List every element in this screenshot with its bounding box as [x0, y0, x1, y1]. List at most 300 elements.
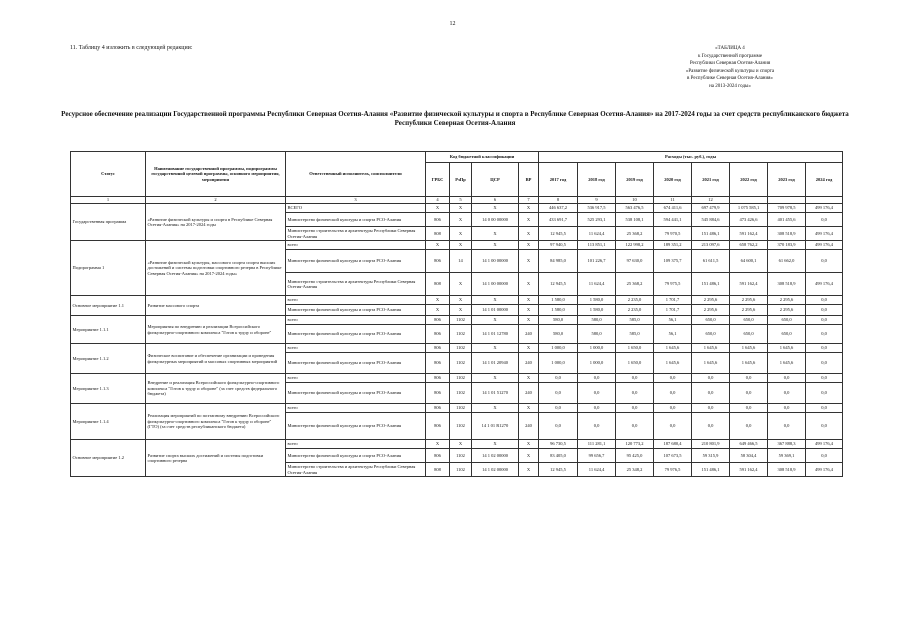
header-year: 2017 год: [539, 163, 578, 197]
row-executor: всего: [286, 316, 426, 325]
cell-expense-value: 0,0: [730, 374, 768, 383]
cell-expense-value: 594 441,1: [654, 213, 692, 227]
column-number: 5: [450, 197, 472, 204]
column-number: 12: [692, 197, 730, 204]
cell-grbs: 806: [426, 344, 450, 353]
cell-csr: 14 0 00 00000: [472, 213, 519, 227]
cell-expense-value: 473 426,6: [730, 213, 768, 227]
cell-expense-value: 83 405,0: [539, 449, 578, 463]
cell-grbs: 808: [426, 463, 450, 477]
cell-grbs: X: [426, 440, 450, 449]
table-reference-line: в Республике Северная Осетия-Алания»: [687, 76, 773, 81]
row-status: Мероприятие 1.1.1: [71, 316, 146, 344]
header-year: 2020 год: [654, 163, 692, 197]
cell-grbs: 806: [426, 383, 450, 404]
cell-expense-value: 525 293,1: [578, 213, 616, 227]
cell-expense-value: 709 978,5: [768, 204, 806, 213]
cell-expense-value: 674 411,6: [654, 204, 692, 213]
cell-vr: X: [519, 463, 539, 477]
cell-expense-value: 0,0: [692, 413, 730, 440]
cell-rzpr: X: [450, 227, 472, 241]
table-row: [71, 241, 843, 250]
cell-expense-value: 0,0: [692, 374, 730, 383]
cell-grbs: X: [426, 204, 450, 213]
header-year: 2023 год: [768, 163, 806, 197]
cell-expense-value: 64 600,1: [730, 250, 768, 273]
cell-csr: X: [472, 204, 519, 213]
row-status: Основное мероприятие 1.1: [71, 296, 146, 316]
cell-expense-value: 1 580,0: [539, 305, 578, 316]
cell-expense-value: 499 176,4: [806, 440, 843, 449]
cell-expense-value: 0,0: [768, 383, 806, 404]
cell-expense-value: 308 518,9: [768, 463, 806, 477]
cell-expense-value: 536 917,5: [578, 204, 616, 213]
row-executor: Министерство строительства и архитектуры Республики Северная Осетия-Алания: [286, 463, 426, 477]
cell-grbs: 806: [426, 250, 450, 273]
cell-expense-value: 0,0: [806, 305, 843, 316]
cell-csr: X: [472, 241, 519, 250]
cell-csr: 14 1 01 20940: [472, 353, 519, 374]
cell-csr: 14 1 01 12780: [472, 325, 519, 344]
cell-vr: X: [519, 344, 539, 353]
row-status: Государственная программа: [71, 204, 146, 241]
cell-expense-value: 1 580,0: [578, 296, 616, 305]
cell-rzpr: 1102: [450, 413, 472, 440]
row-name: «Развитие физической культуры и спорта в Республике Северная Осетия-Алания» на 2017-2024 годы: [146, 204, 286, 241]
cell-vr: X: [519, 316, 539, 325]
cell-rzpr: X: [450, 440, 472, 449]
column-number: [730, 197, 768, 204]
cell-vr: X: [519, 241, 539, 250]
cell-expense-value: 1 701,7: [654, 305, 692, 316]
cell-rzpr: 1102: [450, 353, 472, 374]
row-executor: всего: [286, 440, 426, 449]
cell-expense-value: 0,0: [539, 413, 578, 440]
cell-expense-value: 2 235,0: [616, 305, 654, 316]
row-executor: ВСЕГО: [286, 204, 426, 213]
table-row: [71, 440, 843, 449]
intro-text: 11. Таблицу 4 изложить в следующей редакции:: [70, 45, 193, 51]
cell-grbs: 806: [426, 413, 450, 440]
header-year: 2021 год: [692, 163, 730, 197]
cell-expense-value: 1 701,7: [654, 296, 692, 305]
cell-vr: 240: [519, 383, 539, 404]
cell-expense-value: 0,0: [616, 383, 654, 404]
column-number: 4: [426, 197, 450, 204]
cell-vr: X: [519, 227, 539, 241]
cell-expense-value: 658 762,2: [730, 241, 768, 250]
cell-expense-value: 2 295,6: [768, 296, 806, 305]
cell-expense-value: 580,0: [539, 325, 578, 344]
cell-vr: 240: [519, 325, 539, 344]
header-budget-group: Код бюджетной классификации: [426, 152, 539, 163]
cell-expense-value: 84 985,0: [539, 250, 578, 273]
row-executor: всего: [286, 404, 426, 413]
cell-csr: 14 1 02 00000: [472, 463, 519, 477]
cell-expense-value: 580,0: [578, 325, 616, 344]
cell-csr: X: [472, 227, 519, 241]
cell-expense-value: 591 162,4: [730, 463, 768, 477]
cell-expense-value: 0,0: [806, 250, 843, 273]
cell-csr: 14 1 01 51270: [472, 383, 519, 404]
cell-csr: X: [472, 440, 519, 449]
cell-vr: X: [519, 213, 539, 227]
column-number-row: [71, 197, 843, 204]
cell-grbs: X: [426, 305, 450, 316]
cell-expense-value: 97 630,0: [616, 250, 654, 273]
row-executor: всего: [286, 241, 426, 250]
cell-expense-value: 0,0: [806, 344, 843, 353]
cell-expense-value: 538 108,1: [616, 213, 654, 227]
cell-expense-value: 96 730,5: [539, 440, 578, 449]
cell-expense-value: 0,0: [578, 413, 616, 440]
cell-expense-value: 0,0: [616, 374, 654, 383]
cell-expense-value: 1 645,6: [692, 344, 730, 353]
row-executor: Министерство физической культуры и спорта РСО-Алания: [286, 325, 426, 344]
cell-expense-value: 109 375,7: [654, 250, 692, 273]
row-name: Внедрение и реализация Всероссийского физкультурно-спортивного комплекса "Готов к труду и обороне" (за счет средств федерального бюджета): [146, 374, 286, 404]
cell-grbs: 806: [426, 353, 450, 374]
row-executor: всего: [286, 296, 426, 305]
cell-expense-value: 111 281,1: [578, 440, 616, 449]
page-number: 12: [449, 21, 456, 27]
column-number: 9: [578, 197, 616, 204]
cell-expense-value: 2 295,6: [730, 305, 768, 316]
header-year: 2019 год: [616, 163, 654, 197]
cell-csr: 14 1 00 00000: [472, 273, 519, 296]
row-executor: Министерство физической культуры и спорта РСО-Алания: [286, 213, 426, 227]
cell-expense-value: 2 295,6: [692, 305, 730, 316]
cell-expense-value: 113 851,1: [578, 241, 616, 250]
cell-csr: X: [472, 344, 519, 353]
column-number: [768, 197, 806, 204]
cell-expense-value: 308 518,9: [768, 227, 806, 241]
cell-grbs: 806: [426, 316, 450, 325]
cell-grbs: 806: [426, 374, 450, 383]
column-number: 10: [616, 197, 654, 204]
row-name: «Развитие физической культуры, массового спорта спорта высших достижений и системы подготовки спортивного резерва в Республике Северная Осетия-Алания» на 2017-2024 годы»: [146, 241, 286, 296]
cell-expense-value: 79 975,5: [654, 273, 692, 296]
cell-expense-value: 120 773,2: [616, 440, 654, 449]
cell-expense-value: 545 884,6: [692, 213, 730, 227]
cell-expense-value: 1 650,0: [616, 344, 654, 353]
row-executor: Министерство физической культуры и спорта РСО-Алания: [286, 250, 426, 273]
cell-expense-value: 0,0: [806, 353, 843, 374]
cell-expense-value: 79 976,5: [654, 463, 692, 477]
cell-expense-value: 0,0: [806, 413, 843, 440]
cell-csr: X: [472, 316, 519, 325]
cell-expense-value: 0,0: [768, 404, 806, 413]
cell-vr: X: [519, 204, 539, 213]
cell-expense-value: 1 580,0: [578, 305, 616, 316]
cell-expense-value: 151 486,1: [692, 463, 730, 477]
cell-expense-value: 213 097,6: [692, 241, 730, 250]
row-executor: всего: [286, 344, 426, 353]
table-reference-line: на 2013-2024 годы»: [709, 83, 751, 89]
cell-expense-value: 1 580,0: [539, 296, 578, 305]
cell-expense-value: 580,0: [578, 316, 616, 325]
cell-expense-value: 101 226,7: [578, 250, 616, 273]
row-name: Мероприятия по внедрению и реализации Всероссийского физкультурно-спортивного комплекса "Готов к труду и обороне": [146, 316, 286, 344]
cell-grbs: 806: [426, 404, 450, 413]
header-rzpr: РзПр: [450, 163, 472, 197]
cell-expense-value: 56,1: [654, 325, 692, 344]
cell-expense-value: 499 176,4: [806, 227, 843, 241]
cell-expense-value: 0,0: [730, 404, 768, 413]
cell-expense-value: 0,0: [692, 404, 730, 413]
cell-rzpr: 1102: [450, 383, 472, 404]
row-name: Реализация мероприятий по поэтапному внедрению Всероссийского физкультурно-спортивного комплекса "Готов к труду и обороне" (ГТО) (за счет средств республиканского бюджета): [146, 404, 286, 440]
row-executor: Министерство строительства и архитектуры Республики Северная Осетия-Алания: [286, 273, 426, 296]
cell-expense-value: 0,0: [654, 383, 692, 404]
cell-csr: X: [472, 404, 519, 413]
cell-rzpr: 1102: [450, 449, 472, 463]
cell-expense-value: 25 368,2: [616, 227, 654, 241]
header-expense-group: Расходы (тыс. руб.), годы: [539, 152, 843, 163]
cell-expense-value: 0,0: [539, 374, 578, 383]
cell-expense-value: 61 611,5: [692, 250, 730, 273]
cell-expense-value: 61 662,0: [768, 250, 806, 273]
cell-grbs: 808: [426, 273, 450, 296]
cell-expense-value: 2 235,0: [616, 296, 654, 305]
cell-rzpr: X: [450, 241, 472, 250]
table-reference-line: «ТАБЛИЦА 4: [715, 46, 745, 51]
column-number: [806, 197, 843, 204]
header-year: 2024 год: [806, 163, 843, 197]
cell-expense-value: 0,0: [654, 404, 692, 413]
header-executor: Ответственный исполнитель, соисполнители: [286, 152, 426, 197]
cell-vr: X: [519, 440, 539, 449]
cell-grbs: X: [426, 296, 450, 305]
cell-expense-value: 11 624,4: [578, 227, 616, 241]
cell-expense-value: 585,0: [616, 316, 654, 325]
cell-rzpr: 1102: [450, 344, 472, 353]
table-row: [71, 374, 843, 383]
cell-expense-value: 649 466,5: [730, 440, 768, 449]
cell-expense-value: 151 486,1: [692, 273, 730, 296]
cell-expense-value: 12 945,5: [539, 227, 578, 241]
cell-expense-value: 0,0: [806, 296, 843, 305]
cell-rzpr: X: [450, 296, 472, 305]
cell-expense-value: 0,0: [806, 449, 843, 463]
cell-csr: 14 1 01 00000: [472, 305, 519, 316]
cell-expense-value: 0,0: [768, 413, 806, 440]
cell-expense-value: 187 680,4: [654, 440, 692, 449]
cell-expense-value: 1 645,6: [692, 353, 730, 374]
cell-expense-value: 11 624,4: [578, 273, 616, 296]
cell-expense-value: 56,1: [654, 316, 692, 325]
row-executor: Министерство физической культуры и спорта РСО-Алания: [286, 353, 426, 374]
cell-expense-value: 697 479,9: [692, 204, 730, 213]
table-row: [71, 204, 843, 213]
cell-vr: 240: [519, 353, 539, 374]
row-status: Мероприятие 1.1.2: [71, 344, 146, 374]
header-year: 2018 год: [578, 163, 616, 197]
row-executor: Министерство физической культуры и спорта РСО-Алания: [286, 305, 426, 316]
cell-expense-value: 499 176,4: [806, 463, 843, 477]
cell-expense-value: 0,0: [806, 316, 843, 325]
cell-csr: X: [472, 374, 519, 383]
cell-expense-value: 0,0: [654, 374, 692, 383]
cell-expense-value: 12 945,5: [539, 273, 578, 296]
cell-rzpr: 1102: [450, 463, 472, 477]
cell-expense-value: 25 348,2: [616, 463, 654, 477]
cell-rzpr: 1102: [450, 404, 472, 413]
cell-expense-value: 1 645,6: [730, 353, 768, 374]
column-number: 2: [146, 197, 286, 204]
cell-expense-value: 1 650,0: [616, 353, 654, 374]
cell-expense-value: 0,0: [730, 413, 768, 440]
cell-expense-value: 79 970,5: [654, 227, 692, 241]
cell-expense-value: 563 476,5: [616, 204, 654, 213]
cell-expense-value: 1 645,6: [654, 353, 692, 374]
cell-expense-value: 59 369,1: [768, 449, 806, 463]
cell-rzpr: X: [450, 204, 472, 213]
table-reference-block: [655, 45, 805, 90]
cell-expense-value: 591 162,4: [730, 273, 768, 296]
cell-expense-value: 591 162,4: [730, 227, 768, 241]
cell-expense-value: 0,0: [730, 383, 768, 404]
row-status: Основное мероприятие 1.2: [71, 440, 146, 477]
cell-expense-value: 0,0: [539, 383, 578, 404]
cell-csr: 14 1 02 00000: [472, 449, 519, 463]
cell-grbs: 806: [426, 325, 450, 344]
cell-expense-value: 189 351,2: [654, 241, 692, 250]
cell-expense-value: 1 645,6: [654, 344, 692, 353]
cell-expense-value: 0,0: [806, 374, 843, 383]
cell-expense-value: 1 000,0: [578, 353, 616, 374]
cell-expense-value: 58 304,4: [730, 449, 768, 463]
cell-expense-value: 122 998,2: [616, 241, 654, 250]
cell-expense-value: 650,0: [692, 316, 730, 325]
header-year: 2022 год: [730, 163, 768, 197]
cell-grbs: 808: [426, 227, 450, 241]
row-status: Подпрограмма 1: [71, 241, 146, 296]
cell-expense-value: 0,0: [654, 413, 692, 440]
column-number: 6: [472, 197, 519, 204]
cell-expense-value: 0,0: [578, 404, 616, 413]
cell-expense-value: 650,0: [730, 325, 768, 344]
cell-expense-value: 0,0: [539, 404, 578, 413]
header-vr: ВР: [519, 163, 539, 197]
cell-expense-value: 308 518,9: [768, 273, 806, 296]
column-number: 7: [519, 197, 539, 204]
cell-expense-value: 0,0: [806, 213, 843, 227]
cell-expense-value: 0,0: [768, 374, 806, 383]
column-number: 11: [654, 197, 692, 204]
cell-expense-value: 499 176,4: [806, 273, 843, 296]
cell-expense-value: 97 940,5: [539, 241, 578, 250]
cell-expense-value: 446 637,2: [539, 204, 578, 213]
column-number: 8: [539, 197, 578, 204]
cell-csr: X: [472, 296, 519, 305]
cell-expense-value: 580,0: [539, 316, 578, 325]
row-executor: всего: [286, 374, 426, 383]
cell-expense-value: 1 645,6: [730, 344, 768, 353]
cell-expense-value: 2 295,6: [730, 296, 768, 305]
row-name: Развитие спорта высших достижений и системы подготовки спортивного резерва: [146, 440, 286, 477]
cell-vr: 240: [519, 413, 539, 440]
cell-rzpr: X: [450, 213, 472, 227]
cell-expense-value: 1 000,0: [539, 353, 578, 374]
document-title: Ресурсное обеспечение реализации Государственной программы Республики Северная Осетия-Алания «Развитие физической культуры и спорта в Республике Северная Осетия-Алания» на 2017-2024 годы за счет средств республиканского бюджета Республики Северная Осетия-Алания: [61, 110, 849, 127]
cell-expense-value: 151 486,1: [692, 227, 730, 241]
header-status: Статус: [71, 152, 146, 197]
cell-expense-value: 370 183,9: [768, 241, 806, 250]
cell-grbs: X: [426, 241, 450, 250]
row-executor: Министерство физической культуры и спорта РСО-Алания: [286, 413, 426, 440]
cell-expense-value: 99 656,7: [578, 449, 616, 463]
cell-expense-value: 2 295,6: [768, 305, 806, 316]
cell-expense-value: 0,0: [806, 404, 843, 413]
cell-rzpr: 14: [450, 250, 472, 273]
cell-vr: X: [519, 296, 539, 305]
table-reference-line: Республики Северная Осетия-Алания: [689, 61, 771, 66]
cell-expense-value: 25 368,2: [616, 273, 654, 296]
row-executor: Министерство строительства и архитектуры Республики Северная Осетия-Алания: [286, 227, 426, 241]
cell-vr: X: [519, 273, 539, 296]
cell-vr: X: [519, 404, 539, 413]
cell-expense-value: 107 673,5: [654, 449, 692, 463]
cell-expense-value: 1 075 585,1: [730, 204, 768, 213]
cell-expense-value: 499 176,4: [806, 241, 843, 250]
cell-expense-value: 0,0: [578, 383, 616, 404]
table-row: [71, 344, 843, 353]
resource-table: [70, 151, 843, 477]
row-status: Мероприятие 1.1.3: [71, 374, 146, 404]
table-row: [71, 404, 843, 413]
cell-vr: X: [519, 449, 539, 463]
cell-csr: 14 1 01 R1270: [472, 413, 519, 440]
cell-expense-value: 2 295,6: [692, 296, 730, 305]
cell-expense-value: 585,0: [616, 325, 654, 344]
cell-expense-value: 95 425,0: [616, 449, 654, 463]
table-row: [71, 296, 843, 305]
row-status: Мероприятие 1.1.4: [71, 404, 146, 440]
cell-rzpr: 1102: [450, 316, 472, 325]
cell-expense-value: 1 000,0: [578, 344, 616, 353]
cell-expense-value: 650,0: [768, 325, 806, 344]
cell-grbs: 806: [426, 449, 450, 463]
cell-expense-value: 0,0: [616, 413, 654, 440]
cell-rzpr: X: [450, 305, 472, 316]
header-grbs: ГРБС: [426, 163, 450, 197]
cell-expense-value: 0,0: [806, 383, 843, 404]
cell-expense-value: 12 945,5: [539, 463, 578, 477]
header-csr: ЦСР: [472, 163, 519, 197]
cell-expense-value: 650,0: [730, 316, 768, 325]
cell-expense-value: 650,0: [692, 325, 730, 344]
cell-expense-value: 650,0: [768, 316, 806, 325]
cell-expense-value: 0,0: [616, 404, 654, 413]
row-executor: Министерство физической культуры и спорта РСО-Алания: [286, 383, 426, 404]
table-reference-line: «Развитие физической культуры и спорта: [685, 68, 775, 74]
cell-expense-value: 1 645,6: [768, 353, 806, 374]
header-row: [71, 152, 843, 163]
column-number: 1: [71, 197, 146, 204]
cell-csr: 14 1 00 00000: [472, 250, 519, 273]
row-executor: Министерство физической культуры и спорта РСО-Алания: [286, 449, 426, 463]
table-row: [71, 316, 843, 325]
cell-expense-value: 59 315,9: [692, 449, 730, 463]
cell-expense-value: 499 176,4: [806, 204, 843, 213]
cell-rzpr: X: [450, 273, 472, 296]
row-name: Развитие массового спорта: [146, 296, 286, 316]
column-number: 3: [286, 197, 426, 204]
cell-expense-value: 1 645,6: [768, 344, 806, 353]
cell-expense-value: 0,0: [578, 374, 616, 383]
cell-expense-value: 1 000,0: [539, 344, 578, 353]
